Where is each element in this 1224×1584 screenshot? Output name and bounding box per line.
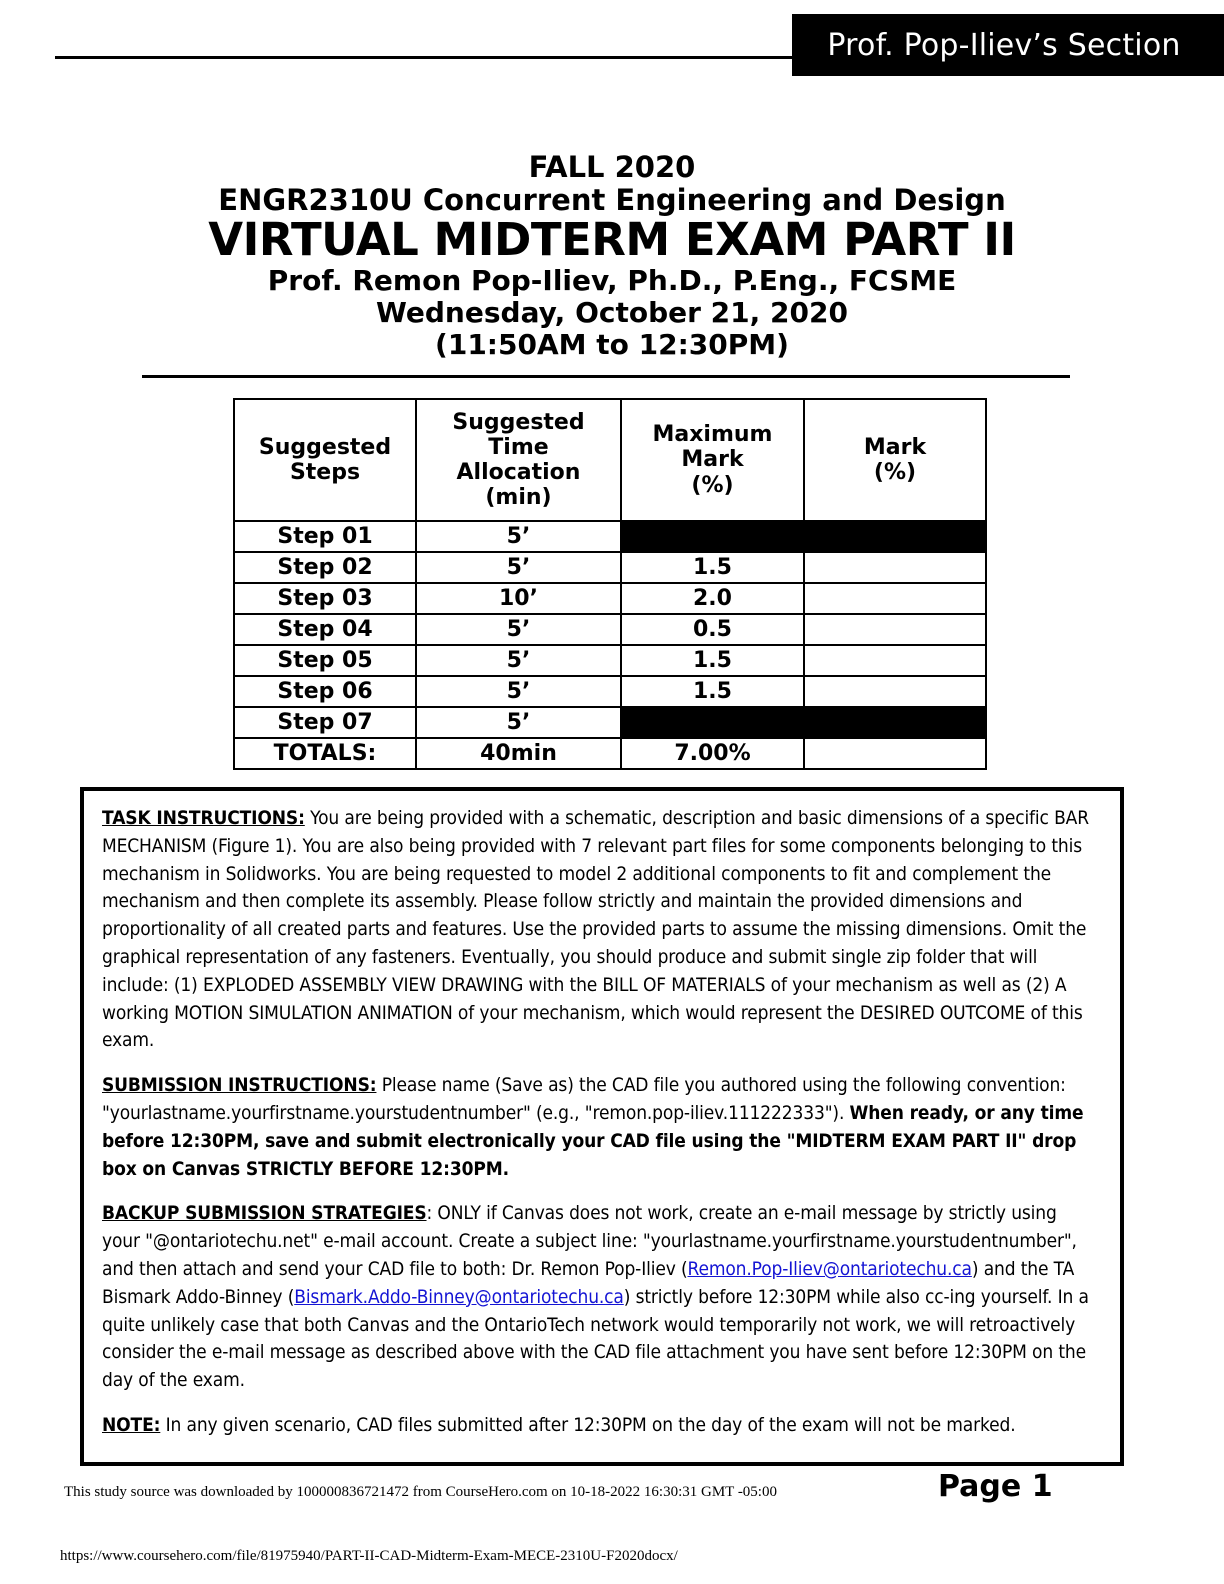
- email-link-instructor[interactable]: Remon.Pop-Iliev@ontariotechu.ca: [687, 1258, 972, 1280]
- cell-step: Step 05: [234, 645, 416, 676]
- table-row: [234, 521, 986, 552]
- submission-instructions-paragraph: [102, 1072, 1098, 1183]
- marks-table: [233, 398, 987, 770]
- cell-step: Step 07: [234, 707, 416, 738]
- header-line: Maximum: [652, 422, 773, 448]
- table-row: [234, 614, 986, 645]
- column-header-suggested-steps: [234, 399, 416, 521]
- header-line: Suggested: [258, 434, 392, 460]
- source-url: https://www.coursehero.com/file/81975940/PART-II-CAD-Midterm-Exam-MECE-2310U-F2020docx/: [60, 1548, 678, 1564]
- title-exam: VIRTUAL MIDTERM EXAM PART II: [208, 213, 1016, 267]
- table-row: [234, 676, 986, 707]
- table-row: [234, 738, 986, 769]
- header-line: Suggested: [452, 409, 585, 435]
- submission-instructions-label: SUBMISSION INSTRUCTIONS:: [102, 1075, 377, 1097]
- download-source-note: This study source was downloaded by 100000836721472 from CourseHero.com on 10-18-2022 16:30:31 GMT -05:00: [64, 1484, 777, 1500]
- note-body: In any given scenario, CAD files submitted after 12:30PM on the day of the exam will not be marked.: [160, 1414, 1016, 1436]
- cell-maximum-mark: 0.5: [621, 614, 804, 645]
- header-line: Allocation: [456, 460, 581, 485]
- table-row: [234, 645, 986, 676]
- cell-time: 5’: [416, 676, 621, 707]
- task-instructions-paragraph: [102, 805, 1098, 1055]
- cell-mark[interactable]: [804, 552, 986, 583]
- cell-maximum-mark: 1.5: [621, 645, 804, 676]
- title-instructor: Prof. Remon Pop-Iliev, Ph.D., P.Eng., FCSME: [267, 264, 957, 298]
- cell-maximum-mark: 1.5: [621, 676, 804, 707]
- backup-strategies-label: BACKUP SUBMISSION STRATEGIES: [102, 1203, 427, 1225]
- header-divider-rule: [55, 56, 792, 59]
- header-line: (%): [691, 472, 734, 498]
- cell-time: 40min: [416, 738, 621, 769]
- page-title: [0, 152, 1224, 359]
- note-paragraph: [102, 1412, 1098, 1440]
- cell-time: 10’: [416, 583, 621, 614]
- submission-instructions-body: Please name (Save as) the CAD file you authored using the following convention: "yourlastname.yourfirstname.yourstudentnumber" (e.g., "remon.pop-iliev.111222333").: [102, 1075, 1066, 1124]
- cell-mark[interactable]: [804, 738, 986, 769]
- cell-mark[interactable]: [804, 583, 986, 614]
- table-row: [234, 707, 986, 738]
- title-date: Wednesday, October 21, 2020: [376, 295, 848, 329]
- cell-mark[interactable]: [804, 645, 986, 676]
- backup-strategies-paragraph: [102, 1200, 1098, 1395]
- cell-mark[interactable]: [804, 676, 986, 707]
- cell-step: Step 01: [234, 521, 416, 552]
- column-header-time-allocation: [416, 399, 621, 521]
- title-term: FALL 2020: [528, 150, 696, 184]
- table-row: [234, 552, 986, 583]
- title-divider-rule: [142, 375, 1070, 378]
- backup-strategies-body-3: ) strictly before 12:30PM while also cc-ing yourself. In a quite unlikely case that both Canvas and the OntarioTech network would temporarily not work, we will retroactively consider the e-mail message as described above with the CAD file attachment you have sent before 12:30PM on the day of the exam.: [102, 1286, 1089, 1392]
- backup-strategies-body-1: : ONLY if Canvas does not work, create an e-mail message by strictly using your "@ontariotechu.net" e-mail account. Create a subject line: "yourlastname.yourfirstname.yourstudentnumber", and then attach and send your CAD file to both: Dr. Remon Pop-Iliev (: [102, 1203, 1077, 1280]
- cell-step: TOTALS:: [234, 738, 416, 769]
- page-number: Page 1: [938, 1469, 1053, 1504]
- cell-maximum-mark: 2.0: [621, 583, 804, 614]
- column-header-maximum-mark: [621, 399, 804, 521]
- table-header-row: [234, 399, 986, 521]
- cell-mark[interactable]: [804, 614, 986, 645]
- backup-strategies-body-2: ) and the TA Bismark Addo-Binney (: [102, 1258, 1075, 1308]
- cell-time: 5’: [416, 521, 621, 552]
- column-header-mark: [804, 399, 986, 521]
- instructions-box: [80, 787, 1124, 1466]
- cell-blacked-out: [621, 521, 986, 552]
- marks-table-head: [234, 399, 986, 521]
- header-line: Mark: [681, 447, 744, 473]
- header-line: Mark: [863, 434, 927, 460]
- header-line: (%): [873, 460, 917, 485]
- cell-maximum-mark: 1.5: [621, 552, 804, 583]
- cell-step: Step 06: [234, 676, 416, 707]
- cell-step: Step 04: [234, 614, 416, 645]
- cell-time: 5’: [416, 552, 621, 583]
- cell-blacked-out: [621, 707, 986, 738]
- cell-step: Step 02: [234, 552, 416, 583]
- table-row: [234, 583, 986, 614]
- cell-time: 5’: [416, 614, 621, 645]
- header-line: Steps: [289, 460, 361, 485]
- title-time: (11:50AM to 12:30PM): [435, 327, 789, 361]
- header-line: Time: [488, 434, 549, 460]
- section-tag-banner: Prof. Pop-Iliev’s Section: [792, 14, 1224, 76]
- cell-time: 5’: [416, 707, 621, 738]
- task-instructions-body: You are being provided with a schematic, description and basic dimensions of a specific BAR MECHANISM (Figure 1). You are also being provided with 7 relevant part files for some components belonging to this mechanism in Solidworks. You are being requested to model 2 additional components to fit and complement the mechanism and then complete its assembly. Please follow strictly and maintain the provided dimensions and proportionality of all created parts and features. Use the provided parts to assume the missing dimensions. Omit the graphical representation of any fasteners. Eventually, you should produce and submit single zip folder that will include: (1) EXPLODED ASSEMBLY VIEW DRAWING with the BILL OF MATERIALS of your mechanism as well as (2) A working MOTION SIMULATION ANIMATION of your mechanism, which would represent the DESIRED OUTCOME of this exam.: [102, 808, 1089, 1052]
- cell-maximum-mark: 7.00%: [621, 738, 804, 769]
- cell-step: Step 03: [234, 583, 416, 614]
- submission-instructions-emphasis: When ready, or any time before 12:30PM, save and submit electronically your CAD file using the "MIDTERM EXAM PART II" drop box on Canvas STRICTLY BEFORE 12:30PM.: [102, 1102, 1084, 1180]
- note-label: NOTE:: [102, 1414, 161, 1436]
- title-course: ENGR2310U Concurrent Engineering and Design: [218, 182, 1006, 217]
- header-line: (min): [485, 485, 552, 511]
- task-instructions-label: TASK INSTRUCTIONS:: [102, 808, 305, 829]
- marks-table-body: [234, 521, 986, 769]
- cell-time: 5’: [416, 645, 621, 676]
- email-link-ta[interactable]: Bismark.Addo-Binney@ontariotechu.ca: [294, 1286, 624, 1308]
